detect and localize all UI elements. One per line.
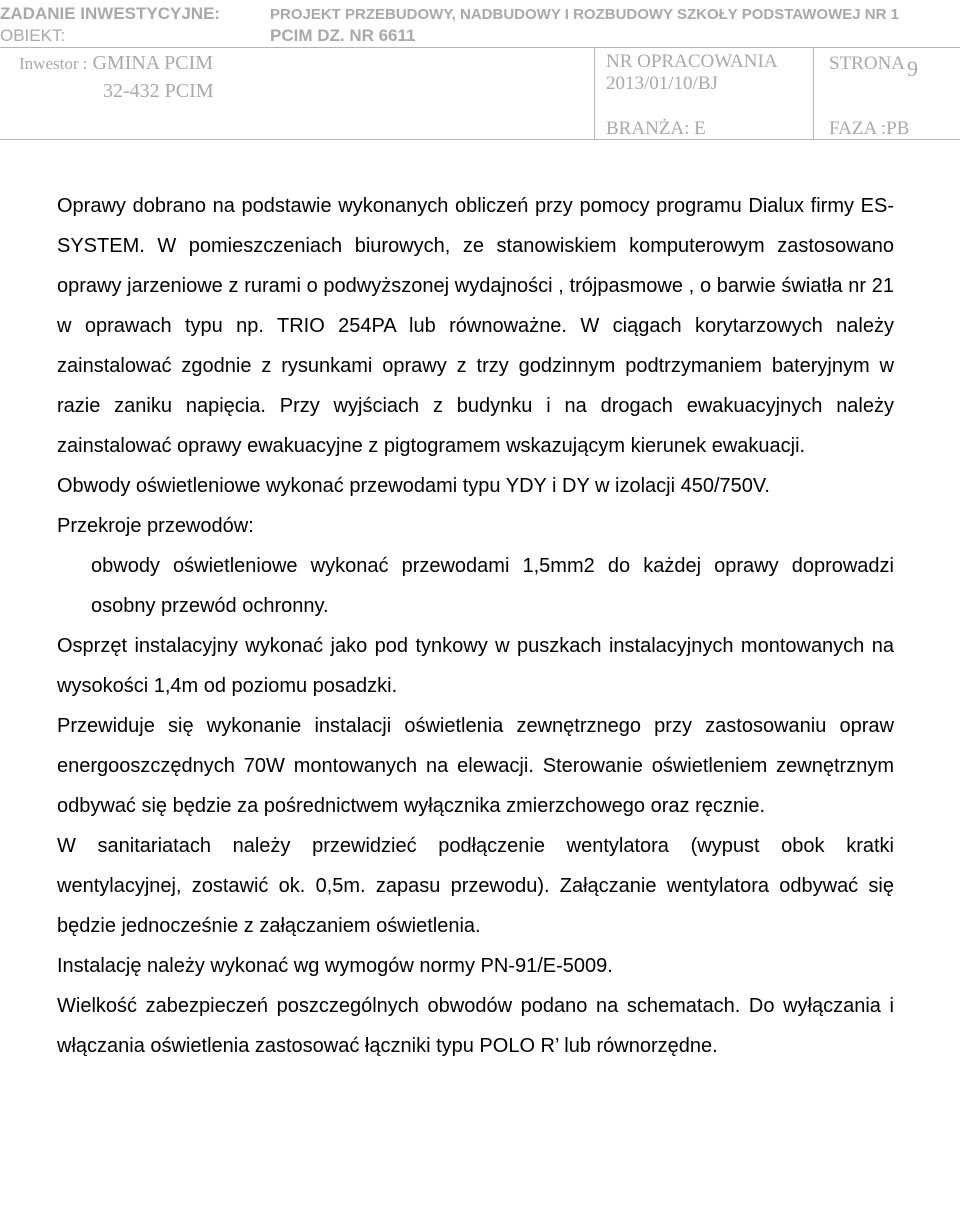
object-value: PCIM DZ. NR 6611: [270, 26, 416, 45]
object-row: [0, 26, 416, 46]
page-number-block: [829, 51, 919, 81]
phase-label: FAZA :PB: [829, 118, 910, 139]
paragraph-cable-sections-heading: Przekroje przewodów:: [57, 515, 254, 537]
paragraph-lighting-circuits: Obwody oświetleniowe wykonać przewodami typu YDY i DY w izolacji 450/750V.: [57, 475, 770, 497]
paragraph-fittings: Osprzęt instalacyjny wykonać jako pod tynkowy w puszkach instalacyjnych montowanych na wysokości 1,4m od poziomu posadzki.: [57, 635, 894, 697]
paragraph-protections: Wielkość zabezpieczeń poszczególnych obwodów podano na schematach. Do wyłączania i włączania oświetlenia zastosować łączniki typu POLO R’ lub równorzędne.: [57, 995, 894, 1057]
header-divider-left: [594, 48, 595, 140]
investor-name: GMINA PCIM: [92, 52, 214, 74]
header-divider-right: [813, 48, 814, 140]
investor-label: Inwestor :: [19, 54, 88, 73]
object-label: OBIEKT:: [0, 26, 66, 45]
task-value: PROJEKT PRZEBUDOWY, NADBUDOWY I ROZBUDOWY SZKOŁY PODSTAWOWEJ NR 1: [270, 6, 899, 23]
investor-row: [19, 52, 213, 75]
task-label: ZADANIE INWESTYCYJNE:: [0, 4, 221, 23]
page-label: STRONA: [829, 53, 906, 74]
paragraph-sanitary-ventilation: W sanitariatach należy przewidzieć podłączenie wentylatora (wypust obok kratki wentylacyjnej, zostawić ok. 0,5m. zapasu przewodu). Załączanie wentylatora odbywać się będzie jednocześnie z załączaniem oświetlenia.: [57, 835, 894, 937]
header-rule-top: [0, 47, 960, 48]
paragraph-standard: Instalację należy wykonać wg wymogów normy PN-91/E-5009.: [57, 955, 613, 977]
paragraph-luminaires: Oprawy dobrano na podstawie wykonanych obliczeń przy pomocy programu Dialux firmy ES-SYSTEM. W pomieszczeniach biurowych, ze stanowiskiem komputerowym zastosowano oprawy jarzeniowe z rurami o podwyższonej wydajności , trójpasmowe , o barwie światła nr 21 w oprawach typu np. TRIO 254PA lub równoważne. W ciągach korytarzowych należy zainstalować zgodnie z rysunkami oprawy z trzy godzinnym podtrzymaniem bateryjnym w razie zaniku napięcia. Przy wyjściach z budynku i na drogach ewakuacyjnych należy zainstalować oprawy ewakuacyjne z pigtogramem wskazującym kierunek ewakuacji.: [57, 195, 894, 457]
study-number-label: NR OPRACOWANIA: [606, 51, 778, 72]
page-number: 9: [907, 56, 919, 81]
document-body: [57, 186, 894, 1066]
study-number-value: 2013/01/10/BJ: [606, 73, 718, 94]
branch-label: BRANŻA: E: [606, 118, 706, 139]
investor-address: 32-432 PCIM: [103, 80, 214, 102]
paragraph-cable-sections: obwody oświetleniowe wykonać przewodami 1,5mm2 do każdej oprawy doprowadzi osobny przewód ochronny.: [91, 555, 894, 617]
header-rule-bottom: [0, 139, 960, 140]
paragraph-outdoor-lighting: Przewiduje się wykonanie instalacji oświetlenia zewnętrznego przy zastosowaniu opraw energooszczędnych 70W montowanych na elewacji. Sterowanie oświetleniem zewnętrznym odbywać się będzie za pośrednictwem wyłącznika zmierzchowego oraz ręcznie.: [57, 715, 894, 817]
task-row: [0, 4, 899, 25]
